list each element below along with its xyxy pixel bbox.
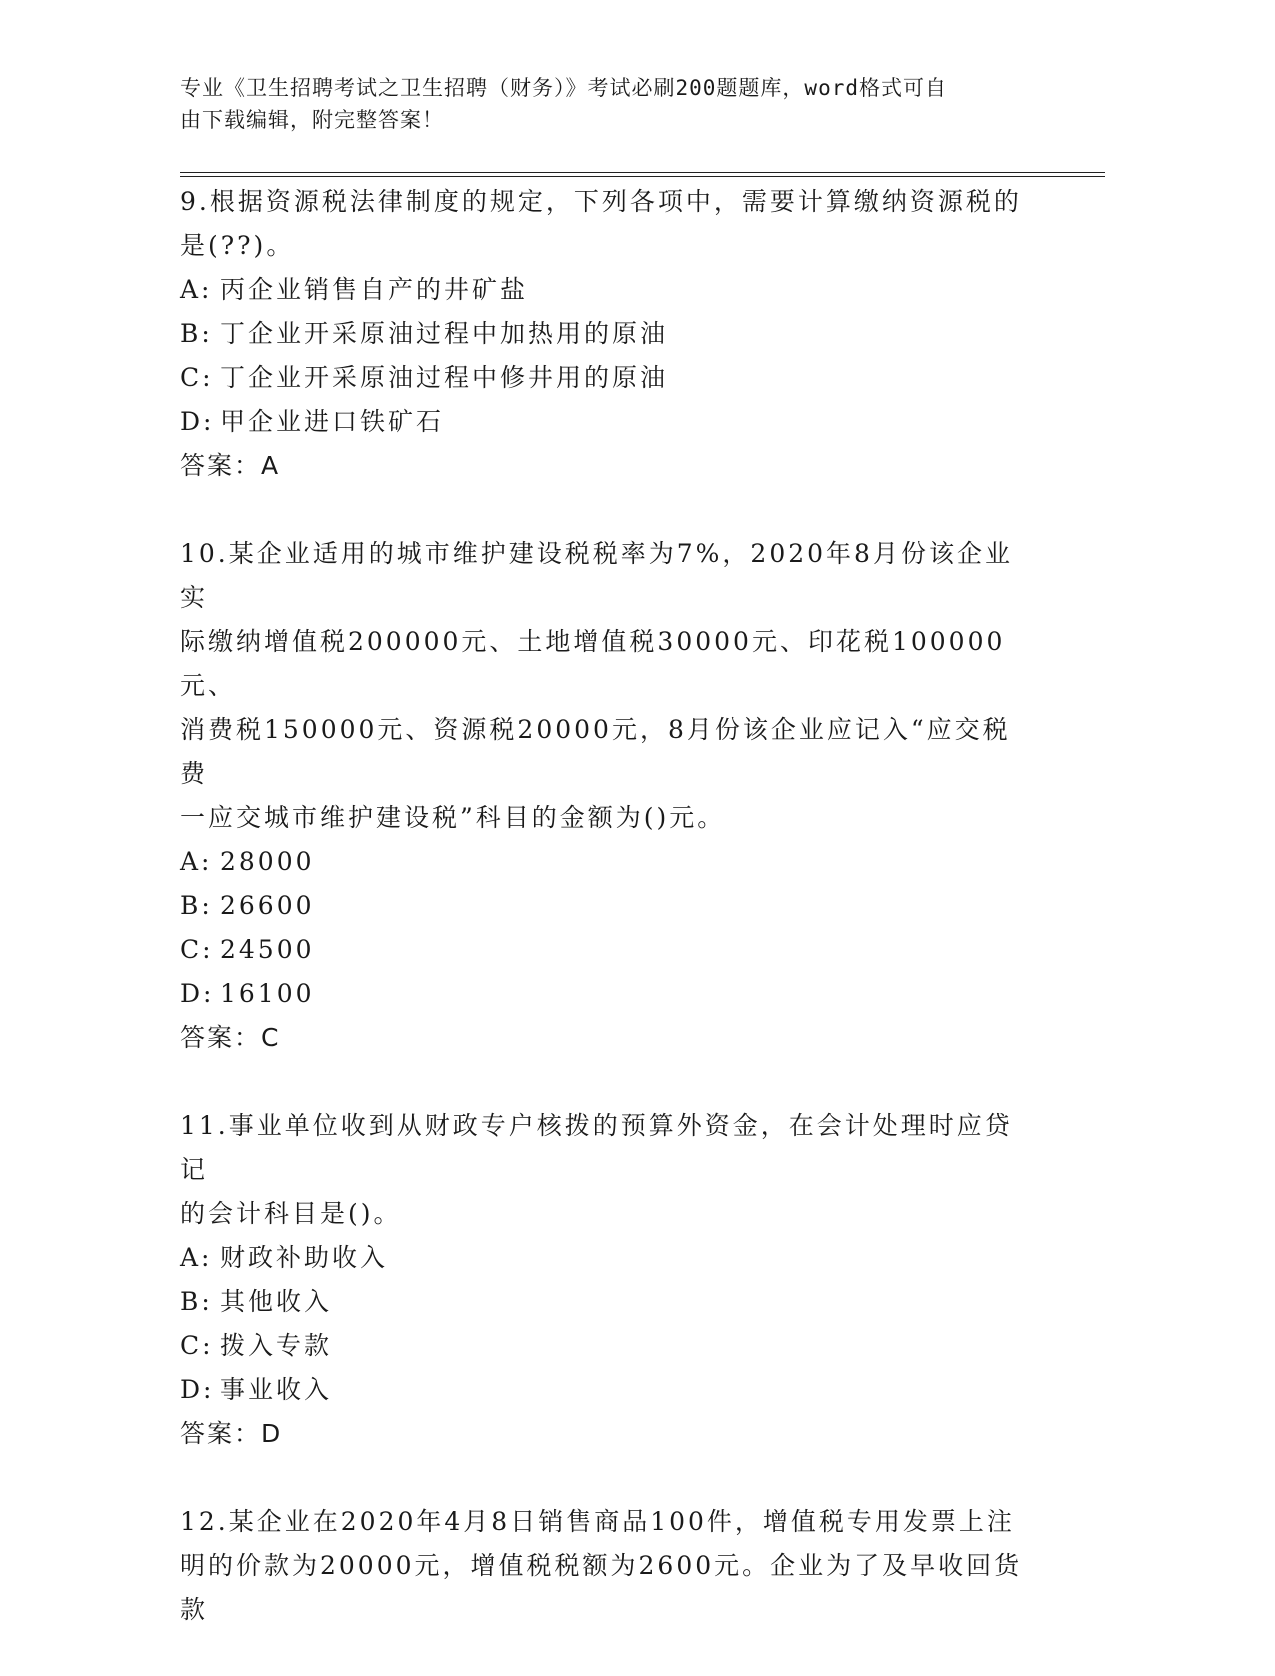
header-line-1: 专业《卫生招聘考试之卫生招聘（财务）》考试必刷200题题库，word格式可自 [180,76,947,100]
option-c [180,928,1035,972]
question-stem-line: 明的价款为20000元，增值税税额为2600元。企业为了及早收回货款 [180,1551,1023,1624]
option-letter: B: [180,1287,213,1316]
option-d [180,1368,1035,1412]
answer-line: 答案：A [180,451,281,480]
option-text: 拨入专款 [220,1331,333,1360]
option-letter: C: [180,1331,214,1360]
option-c [180,1324,1035,1368]
option-letter: A: [180,1243,213,1272]
option-text: 财政补助收入 [220,1243,389,1272]
option-b [180,312,1035,356]
option-text: 其他收入 [220,1287,333,1316]
option-b [180,1280,1035,1324]
option-b [180,884,1035,928]
document-header [180,72,1040,136]
question-stem-line: 是(??)。 [180,231,295,260]
question-10 [180,532,1035,1060]
option-text: 16100 [220,979,315,1008]
option-a [180,1236,1035,1280]
option-text: 事业收入 [220,1375,333,1404]
option-text: 丁企业开采原油过程中加热用的原油 [220,319,669,348]
answer-line: 答案：D [180,1419,283,1448]
option-text: 甲企业进口铁矿石 [220,407,445,436]
header-divider-top [180,172,1105,173]
question-12 [180,1500,1035,1632]
option-text: 28000 [220,847,315,876]
option-text: 26600 [220,891,315,920]
option-a [180,840,1035,884]
option-letter: B: [180,891,213,920]
option-d [180,400,1035,444]
question-list [180,180,1035,1676]
option-c [180,356,1035,400]
option-letter: D: [180,979,215,1008]
option-letter: A: [180,275,213,304]
question-9 [180,180,1035,488]
option-a [180,268,1035,312]
answer-line: 答案：C [180,1023,281,1052]
option-d [180,972,1035,1016]
option-text: 24500 [220,935,315,964]
question-stem-line: 9.根据资源税法律制度的规定，下列各项中，需要计算缴纳资源税的 [180,187,1022,216]
question-11 [180,1104,1035,1456]
question-stem-line: 10.某企业适用的城市维护建设税税率为7%，2020年8月份该企业实 [180,539,1013,612]
option-text: 丁企业开采原油过程中修井用的原油 [220,363,669,392]
option-letter: D: [180,1375,215,1404]
option-text: 丙企业销售自产的井矿盐 [220,275,529,304]
option-letter: C: [180,363,214,392]
option-letter: A: [180,847,213,876]
question-stem-line: 的会计科目是()。 [180,1199,402,1228]
option-letter: C: [180,935,214,964]
option-letter: D: [180,407,215,436]
question-stem-line: 际缴纳增值税200000元、土地增值税30000元、印花税100000元、 [180,627,1006,700]
header-divider-bottom [180,176,1105,177]
question-stem-line: 消费税150000元、资源税20000元，8月份该企业应记入“应交税费 [180,715,1011,788]
header-line-2: 由下载编辑，附完整答案！ [180,108,444,132]
option-letter: B: [180,319,213,348]
question-stem-line: 11.事业单位收到从财政专户核拨的预算外资金，在会计处理时应贷记 [180,1111,1013,1184]
question-stem-line: 一应交城市维护建设税”科目的金额为()元。 [180,803,726,832]
question-stem-line: 12.某企业在2020年4月8日销售商品100件，增值税专用发票上注 [180,1507,1015,1536]
